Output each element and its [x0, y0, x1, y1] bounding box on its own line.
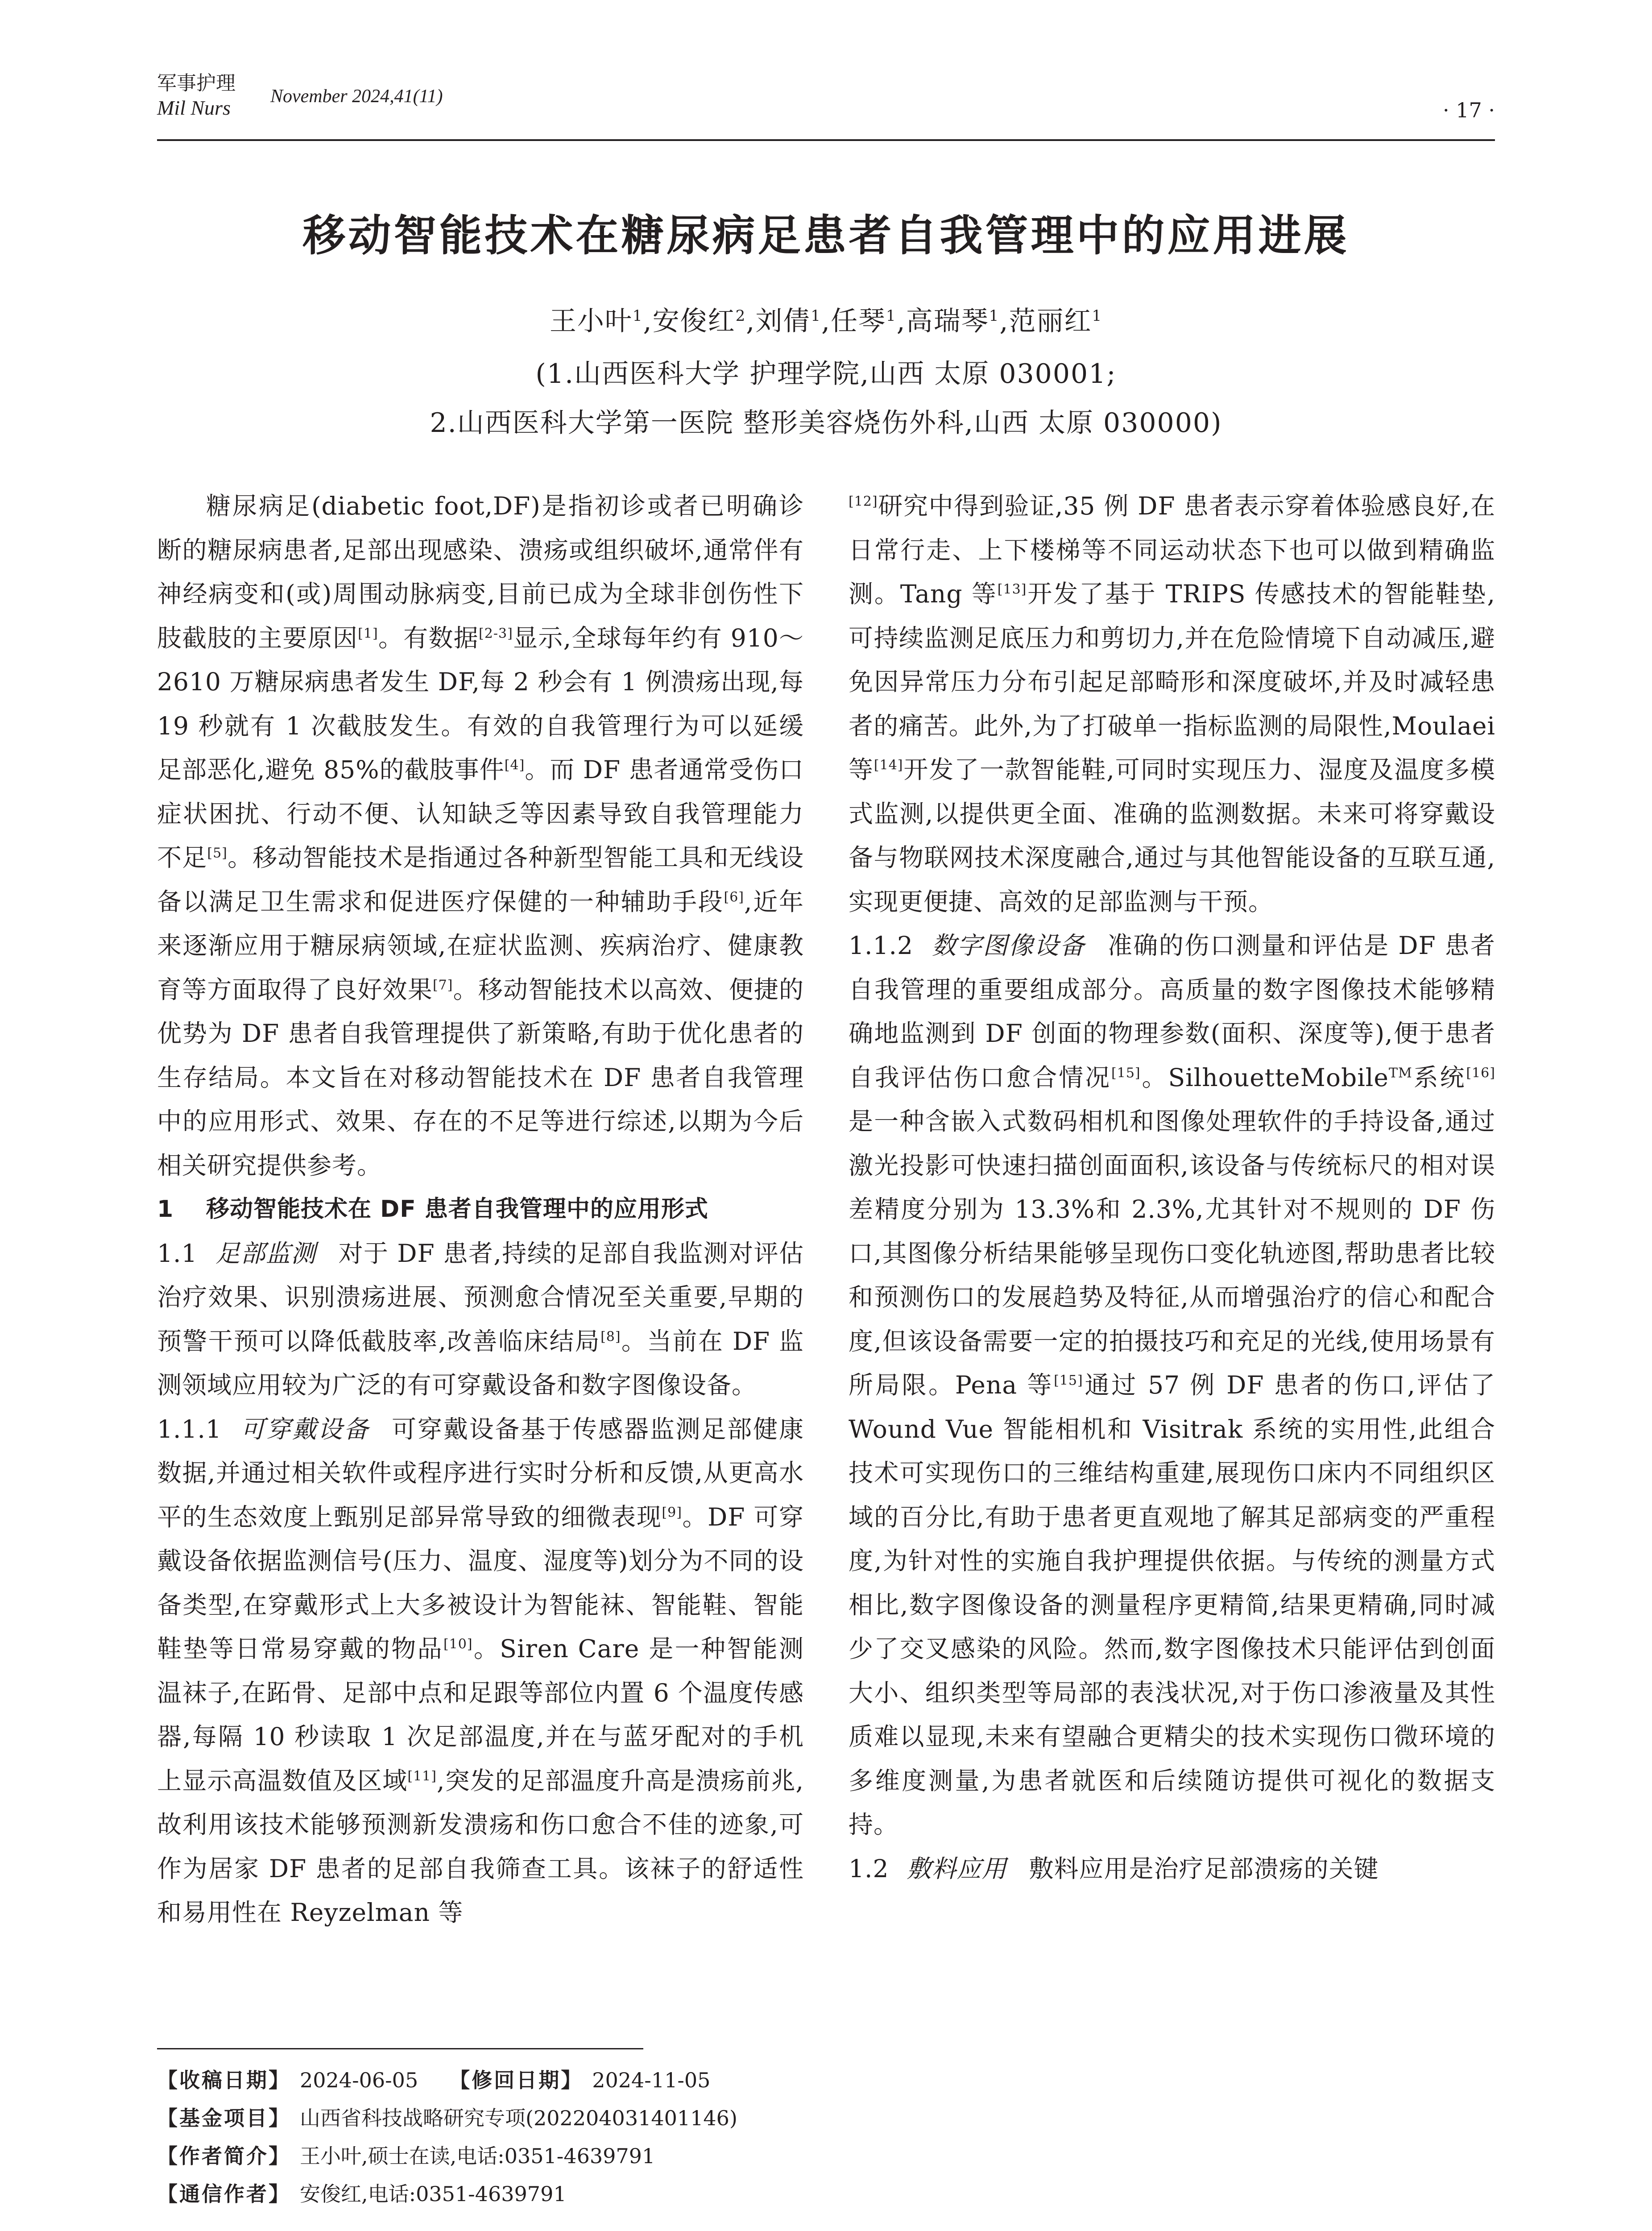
affiliation-2: 2.山西医科大学第一医院 整形美容烧伤外科,山西 太原 030000) — [430, 407, 1222, 439]
section-number: 1.2 — [849, 1854, 889, 1883]
author: 范丽红 — [1009, 306, 1092, 337]
section-number: 1.1 — [157, 1239, 198, 1268]
section-1-2: 1.2 敷料应用 敷料应用是治疗足部溃疡的关键 — [849, 1847, 1495, 1891]
journal-name-en: Mil Nurs — [157, 96, 231, 119]
affiliation-1: (1.山西医科大学 护理学院,山西 太原 030001; — [535, 358, 1117, 390]
author: 刘倩 — [755, 306, 811, 337]
section-term: 足部监测 — [215, 1239, 316, 1268]
author-list: 王小叶$^1$,安俊红$^2$,刘倩$^1$,任琴$^1$,高瑞琴$^1$,范丽红$^1$ — [549, 306, 1103, 337]
header-rule — [157, 139, 1495, 141]
page-number: · 17 · — [1442, 98, 1495, 122]
author: 安俊红 — [652, 306, 736, 337]
author-affiliation-mark: 1 — [632, 307, 643, 325]
footnote-fund: 【基金项目】 山西省科技战略研究专项(202204031401146) — [157, 2106, 737, 2130]
author: 任琴 — [831, 306, 886, 337]
author-affiliation-mark: 1 — [886, 307, 897, 325]
journal-name-cn: 军事护理 — [157, 72, 236, 95]
section-number: 1.1.2 — [849, 931, 913, 960]
section-1-1-1-continued: [12]研究中得到验证,35 例 DF 患者表示穿着体验感良好,在日常行走、上下楼梯等不同运动状态下也可以做到精确监测。Tang 等[13]开发了基于 TRIPS 传感技术的智能鞋垫,可持续监测足底压力和剪切力,并在危险情境下自动减压,避免因异常压力分布引起足部畸形和深度破坏,并及时减轻患者的痛苦。此外,为了打破单一指标监测的局限性,Moulaei 等[14]开发了一款智能鞋,可同时实现压力、湿度及温度多模式监测,以提供更全面、准确的监测数据。未来可将穿戴设备与物联网技术深度融合,通过与其他智能设备的互联互通,实现更便捷、高效的足部监测与干预。 — [849, 492, 1495, 916]
intro-paragraph: 糖尿病足(diabetic foot,DF)是指初诊或者已明确诊断的糖尿病患者,足部出现感染、溃疡或组织破坏,通常伴有神经病变和(或)周围动脉病变,目前已成为全球非创伤性下肢截肢的主要原因[1]。有数据[2-3]显示,全球每年约有 910～2610 万糖尿病患者发生 DF,每 2 秒会有 1 例溃疡出现,每 19 秒就有 1 次截肢发生。有效的自我管理行为可以延缓足部恶化,避免 85%的截肢事件[4]。而 DF 患者通常受伤口症状困扰、行动不便、认知缺乏等因素导致自我管理能力不足[5]。移动智能技术是指通过各种新型智能工具和无线设备以满足卫生需求和促进医疗保健的一种辅助手段[6],近年来逐渐应用于糖尿病领域,在症状监测、疾病治疗、健康教育等方面取得了良好效果[7]。移动智能技术以高效、便捷的优势为 DF 患者自我管理提供了新策略,有助于优化患者的生存结局。本文旨在对移动智能技术在 DF 患者自我管理中的应用形式、效果、存在的不足等进行综述,以期为今后相关研究提供参考。 — [157, 492, 804, 1180]
footnote-author: 【作者简介】 王小叶,硕士在读,电话:0351-4639791 — [157, 2144, 655, 2168]
footnotes — [157, 2061, 804, 2213]
section-1-1-1: 1.1.1 可穿戴设备 可穿戴设备基于传感器监测足部健康数据,并通过相关软件或程序进行实时分析和反馈,从更高水平的生态效度上甄别足部异常导致的细微表现[9]。DF 可穿戴设备依据监测信号(压力、温度、湿度等)划分为不同的设备类型,在穿戴形式上大多被设计为智能袜、智能鞋、智能鞋垫等日常易穿戴的物品[10]。Siren Care 是一种智能测温袜子,在跖骨、足部中点和足跟等部位内置 6 个温度传感器,每隔 10 秒读取 1 次足部温度,并在与蓝牙配对的手机上显示高温数值及区域[11],突发的足部温度升高是溃疡前兆,故利用该技术能够预测新发溃疡和伤口愈合不佳的迹象,可作为居家 DF 患者的足部自我筛查工具。该袜子的舒适性和易用性在 Reyzelman 等 — [157, 1407, 804, 1935]
author: 高瑞琴 — [906, 306, 989, 337]
section-heading-1: 1 移动智能技术在 DF 患者自我管理中的应用形式 — [157, 1196, 708, 1223]
author-affiliation-mark: 1 — [1092, 307, 1103, 325]
section-term: 数字图像设备 — [931, 931, 1085, 960]
article-title: 移动智能技术在糖尿病足患者自我管理中的应用进展 — [302, 211, 1350, 261]
author-affiliation-mark: 1 — [811, 307, 821, 325]
section-1-1-2: 1.1.2 数字图像设备 准确的伤口测量和评估是 DF 患者自我管理的重要组成部分。高质量的数字图像技术能够精确地监测到 DF 创面的物理参数(面积、深度等),便于患者自我评估伤口愈合情况[15]。SilhouetteMobile™系统[16]是一种含嵌入式数码相机和图像处理软件的手持设备,通过激光投影可快速扫描创面面积,该设备与传统标尺的相对误差精度分别为 13.3%和 2.3%,尤其针对不规则的 DF 伤口,其图像分析结果能够呈现伤口变化轨迹图,帮助患者比较和预测伤口的发展趋势及特征,从而增强治疗的信心和配合度,但该设备需要一定的拍摄技巧和充足的光线,使用场景有所局限。Pena 等[15]通过 57 例 DF 患者的伤口,评估了 Wound Vue 智能相机和 Visitrak 系统的实用性,此组合技术可实现伤口的三维结构重建,展现伤口床内不同组织区域的百分比,有助于患者更直观地了解其足部病变的严重程度,为针对性的实施自我护理提供依据。与传统的测量方式相比,数字图像设备的测量程序更精简,结果更精确,同时减少了交叉感染的风险。然而,数字图像技术只能评估到创面大小、组织类型等局部的表浅状况,对于伤口渗液量及其性质难以显现,未来有望融合更精尖的技术实现伤口微环境的多维度测量,为患者就医和后续随访提供可视化的数据支持。 — [849, 924, 1495, 1847]
author-affiliation-mark: 2 — [735, 307, 746, 325]
body-column-left — [157, 484, 804, 1935]
body-column-right — [849, 484, 1495, 1891]
author-affiliation-mark: 1 — [989, 307, 1000, 325]
journal-issue: November 2024,41(11) — [270, 86, 443, 107]
section-term: 可穿戴设备 — [239, 1414, 370, 1443]
footnote-dates: 【收稿日期】 2024-06-05 【修回日期】 2024-11-05 — [157, 2068, 711, 2092]
section-1-1: 1.1 足部监测 对于 DF 患者,持续的足部自我监测对评估治疗效果、识别溃疡进展、预测愈合情况至关重要,早期的预警干预可以降低截肢率,改善临床结局[8]。当前在 DF 监测领域应用较为广泛的有可穿戴设备和数字图像设备。 — [157, 1232, 804, 1407]
footnote-corresponding: 【通信作者】 安俊红,电话:0351-4639791 — [157, 2182, 567, 2206]
section-number: 1.1.1 — [157, 1414, 222, 1443]
footnote-rule — [157, 2048, 643, 2049]
author: 王小叶 — [549, 306, 633, 337]
section-term: 敷料应用 — [907, 1854, 1007, 1883]
